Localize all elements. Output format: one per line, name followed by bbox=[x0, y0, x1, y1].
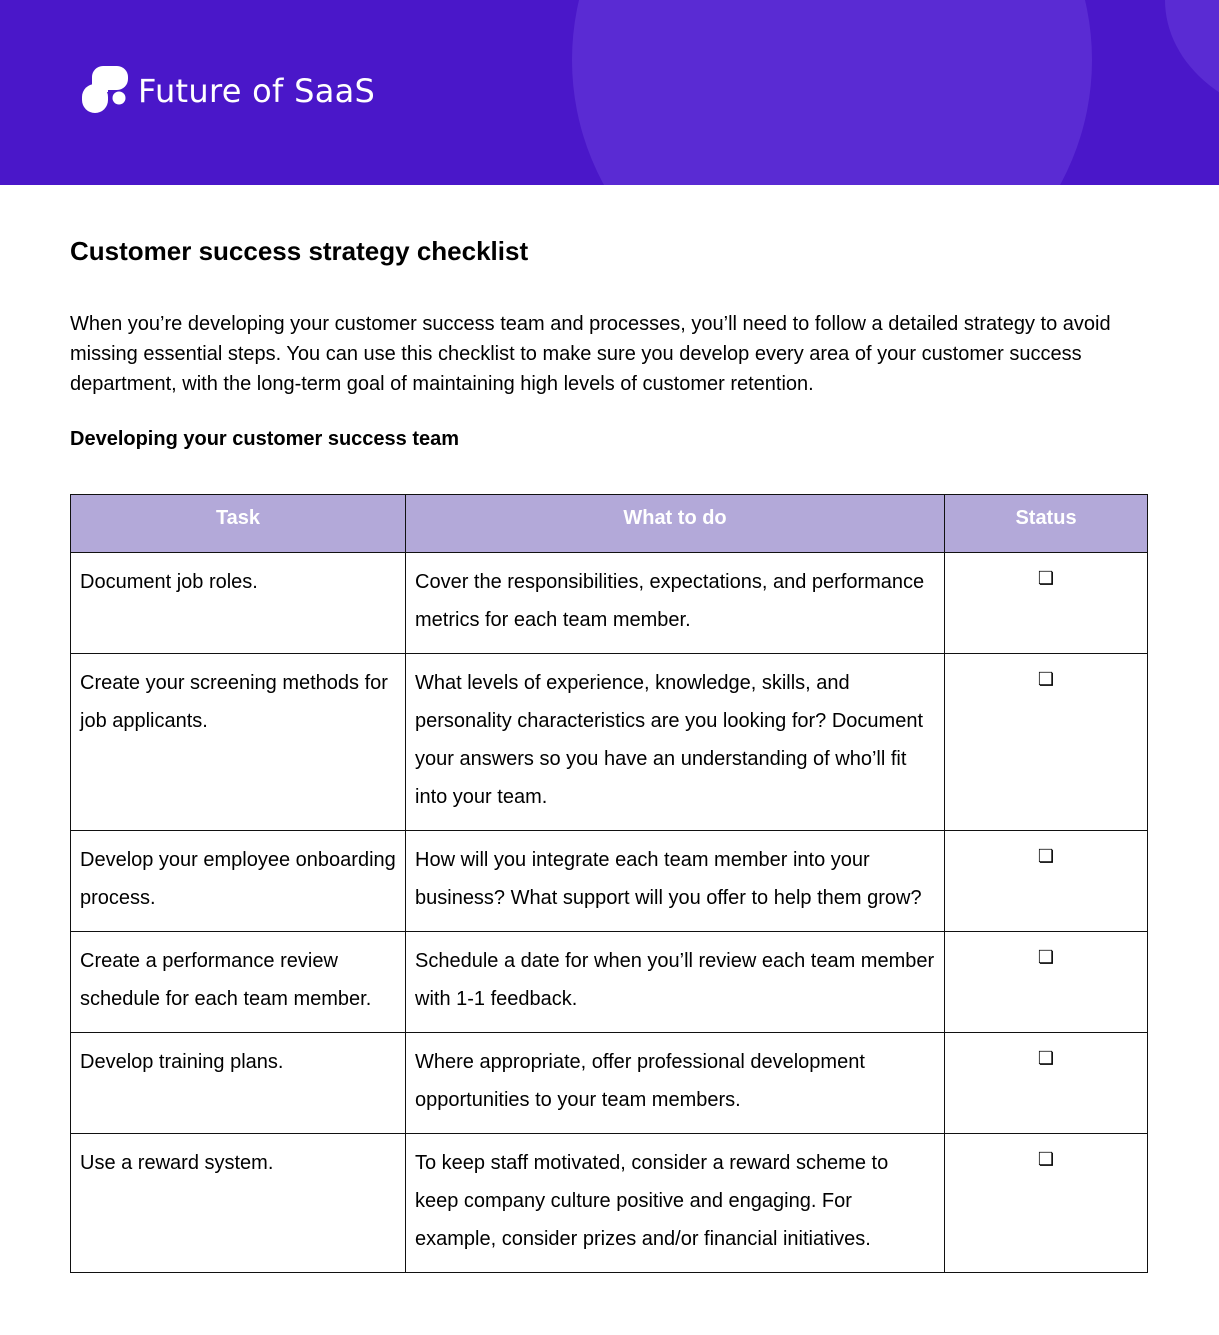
table-row bbox=[71, 1033, 1148, 1134]
what-to-do-cell: How will you integrate each team member into your business? What support will you offer to help them grow? bbox=[406, 831, 945, 932]
table-row bbox=[71, 1134, 1148, 1273]
checklist-table bbox=[70, 494, 1148, 1273]
status-checkbox[interactable]: ❏ bbox=[1037, 568, 1055, 588]
status-cell bbox=[945, 654, 1148, 831]
decorative-circle bbox=[1165, 0, 1219, 120]
status-checkbox[interactable]: ❏ bbox=[1037, 1048, 1055, 1068]
decorative-circle bbox=[572, 0, 1092, 185]
task-cell: Create your screening methods for job applicants. bbox=[71, 654, 406, 831]
header-banner bbox=[0, 0, 1219, 185]
table-row bbox=[71, 932, 1148, 1033]
task-cell: Create a performance review schedule for each team member. bbox=[71, 932, 406, 1033]
what-to-do-cell: What levels of experience, knowledge, skills, and personality characteristics are you looking for? Document your answers so you have an understanding of who’ll fit into your team. bbox=[406, 654, 945, 831]
page-title: Customer success strategy checklist bbox=[70, 236, 529, 266]
what-to-do-cell: Cover the responsibilities, expectations, and performance metrics for each team member. bbox=[406, 553, 945, 654]
status-cell bbox=[945, 932, 1148, 1033]
what-to-do-cell: Where appropriate, offer professional development opportunities to your team members. bbox=[406, 1033, 945, 1134]
status-checkbox[interactable]: ❏ bbox=[1037, 947, 1055, 967]
future-of-saas-logo-icon bbox=[82, 64, 130, 114]
task-cell: Document job roles. bbox=[71, 553, 406, 654]
what-to-do-cell: To keep staff motivated, consider a reward scheme to keep company culture positive and engaging. For example, consider prizes and/or financial initiatives. bbox=[406, 1134, 945, 1273]
column-header-status: Status bbox=[945, 495, 1148, 553]
column-header-task: Task bbox=[71, 495, 406, 553]
table-row bbox=[71, 553, 1148, 654]
status-cell bbox=[945, 553, 1148, 654]
task-cell: Develop your employee onboarding process. bbox=[71, 831, 406, 932]
status-checkbox[interactable]: ❏ bbox=[1037, 846, 1055, 866]
intro-paragraph: When you’re developing your customer success team and processes, you’ll need to follow a detailed strategy to avoid missing essential steps. You can use this checklist to make sure you develop every area of your customer success department, with the long-term goal of maintaining high levels of customer retention. bbox=[70, 313, 1111, 395]
table-header-row bbox=[71, 495, 1148, 553]
brand-name: Future of SaaS bbox=[138, 72, 376, 110]
table-row bbox=[71, 654, 1148, 831]
section-heading: Developing your customer success team bbox=[70, 428, 460, 450]
status-checkbox[interactable]: ❏ bbox=[1037, 1149, 1055, 1169]
task-cell: Develop training plans. bbox=[71, 1033, 406, 1134]
table-row bbox=[71, 831, 1148, 932]
status-cell bbox=[945, 1134, 1148, 1273]
what-to-do-cell: Schedule a date for when you’ll review each team member with 1-1 feedback. bbox=[406, 932, 945, 1033]
status-cell bbox=[945, 1033, 1148, 1134]
status-cell bbox=[945, 831, 1148, 932]
task-cell: Use a reward system. bbox=[71, 1134, 406, 1273]
column-header-what-to-do: What to do bbox=[406, 495, 945, 553]
status-checkbox[interactable]: ❏ bbox=[1037, 669, 1055, 689]
